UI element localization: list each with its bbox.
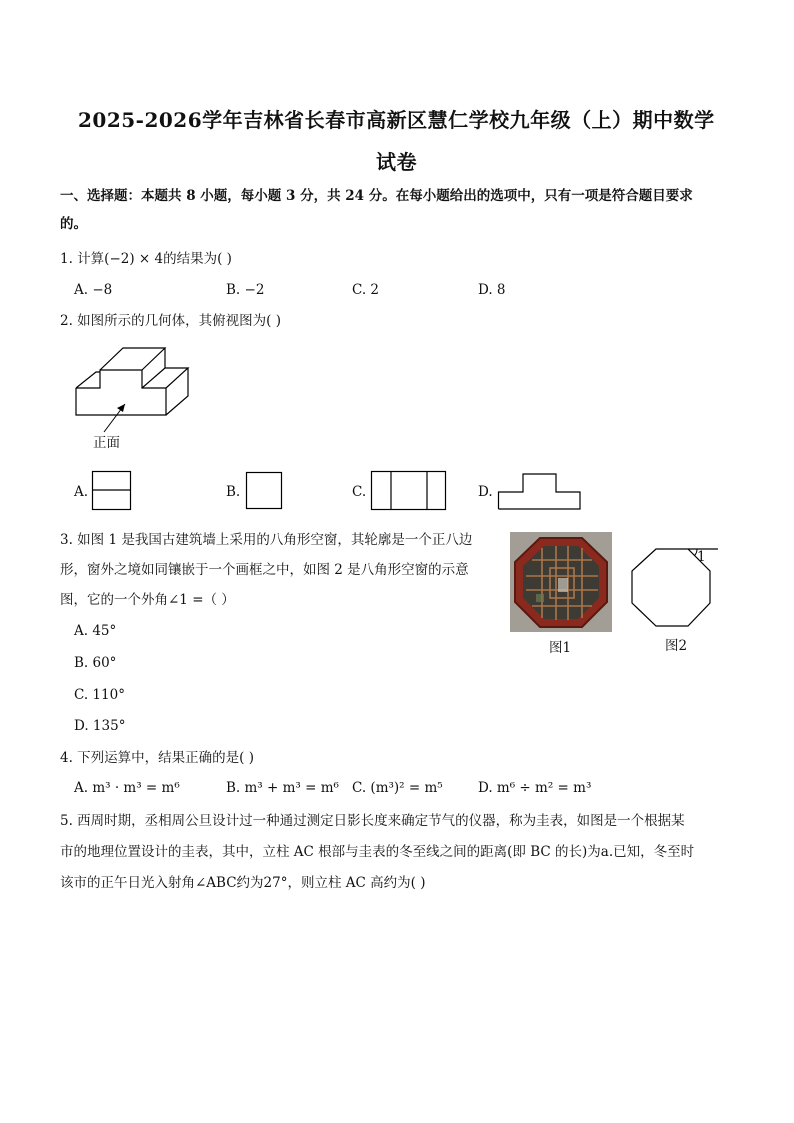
q3-option-b[interactable]: B. 60° (74, 655, 117, 671)
question-2-stem: 2. 如图所示的几何体，其俯视图为( ) (60, 313, 281, 329)
q2-option-d-figure (498, 473, 584, 511)
section-header: 一、选择题：本题共 8 小题，每小题 3 分，共 24 分。在每小题给出的选项中，只有一项是符合题目要求 (60, 188, 693, 204)
q4-option-c[interactable]: C. (m³)² = m⁵ (352, 780, 443, 796)
q2-option-c[interactable]: C. (352, 484, 367, 500)
question-3-stem-line1: 3. 如图 1 是我国古建筑墙上采用的八角形空窗，其轮廓是一个正八边 (60, 532, 473, 548)
q3-option-a[interactable]: A. 45° (74, 623, 117, 639)
q1-option-b[interactable]: B. −2 (226, 282, 265, 298)
q3-window-photo (510, 532, 612, 632)
q2-solid-figure (70, 342, 200, 427)
page-title: 2025-2026学年吉林省长春市高新区慧仁学校九年级（上）期中数学 (78, 108, 715, 132)
question-5-stem-line3: 该市的正午日光入射角∠ABC约为27°，则立柱 AC 高约为( ) (60, 875, 426, 891)
q2-option-a-figure (92, 471, 132, 511)
page-title-continued: 试卷 (376, 150, 417, 174)
question-5-stem-line2: 市的地理位置设计的圭表，其中，立柱 AC 根部与圭表的冬至线之间的距离(即 BC 的长)为a.已知，冬至时 (60, 844, 695, 860)
question-4-stem: 4. 下列运算中，结果正确的是( ) (60, 750, 254, 766)
question-3-stem-line3: 图，它的一个外角∠1 =（ ） (60, 592, 235, 608)
q3-angle-label: 1 (697, 549, 706, 565)
q2-option-d[interactable]: D. (478, 484, 493, 500)
q1-option-a[interactable]: A. −8 (74, 282, 113, 298)
q3-fig1-label: 图1 (549, 640, 572, 656)
question-3-stem-line2: 形，窗外之境如同镶嵌于一个画框之中，如图 2 是八角形空窗的示意 (60, 562, 469, 578)
question-1-stem: 1. 计算(−2) × 4的结果为( ) (60, 251, 232, 267)
q2-option-a[interactable]: A. (74, 484, 89, 500)
q1-option-d[interactable]: D. 8 (478, 282, 506, 298)
q2-option-c-figure (371, 471, 447, 511)
q3-option-c[interactable]: C. 110° (74, 687, 125, 703)
q4-option-b[interactable]: B. m³ + m³ = m⁶ (226, 780, 339, 796)
section-header-continued: 的。 (60, 216, 87, 232)
q4-option-d[interactable]: D. m⁶ ÷ m² = m³ (478, 780, 592, 796)
question-5-stem-line1: 5. 西周时期，丞相周公旦设计过一种通过测定日影长度来确定节气的仪器，称为圭表，如图是一个根据某 (60, 813, 685, 829)
q1-option-c[interactable]: C. 2 (352, 282, 380, 298)
q2-option-b[interactable]: B. (226, 484, 241, 500)
q3-option-d[interactable]: D. 135° (74, 718, 126, 734)
q2-front-label: 正面 (93, 435, 120, 451)
q3-fig2-label: 图2 (665, 638, 688, 654)
q2-option-b-figure (246, 472, 283, 510)
q4-option-a[interactable]: A. m³ · m³ = m⁶ (74, 780, 180, 796)
